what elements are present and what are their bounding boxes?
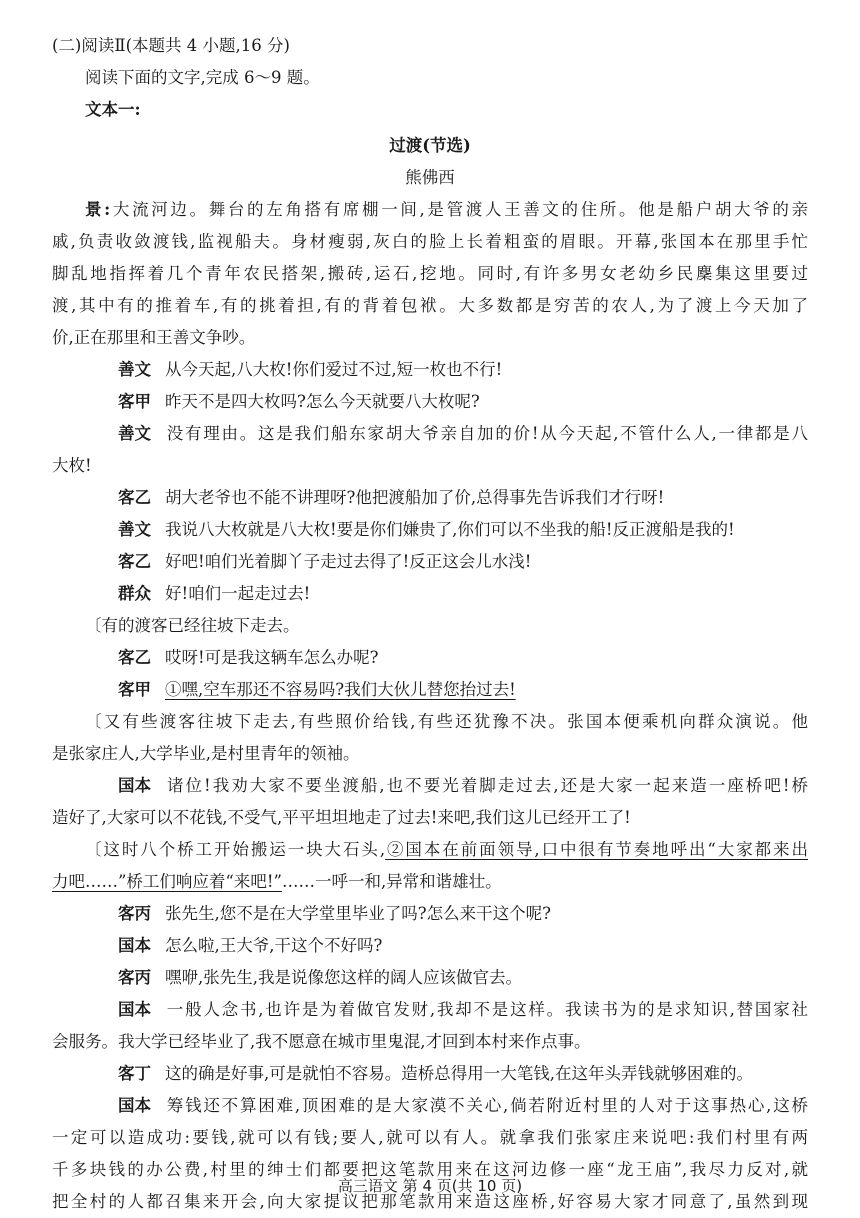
dialogue-line [52, 546, 808, 578]
dialogue-continuation: 造好了,大家可以不花钱,不受气,平平坦坦地走了过去!来吧,我们这儿已经开工了! [52, 808, 631, 827]
dialogue-text: 嘿咿,张先生,我是说像您这样的阔人应该做官去。 [165, 968, 522, 987]
dialogue-text: 昨天不是四大枚吗?怎么今天就要八大枚呢? [165, 392, 480, 411]
scene-line: 脚乱地指挥着几个青年农民搭架,搬砖,运石,挖地。同时,有许多男女老幼乡民麇集这里要过 [52, 264, 808, 283]
section-heading: (二)阅读Ⅱ(本题共 4 小题,16 分) [52, 36, 290, 55]
speaker-name: 善文 [118, 424, 151, 443]
reading-instruction: 阅读下面的文字,完成 6～9 题。 [85, 68, 320, 87]
dialogue-line [52, 578, 808, 610]
speaker-name: 国本 [118, 1096, 151, 1115]
speaker-name: 善文 [118, 520, 151, 539]
dialogue-line [52, 898, 808, 930]
dialogue-line [52, 418, 808, 450]
speaker-name: 客甲 [118, 680, 151, 699]
dialogue-text: 从今天起,八大枚!你们爱过不过,短一枚也不行! [165, 360, 503, 379]
dialogue-line [52, 930, 808, 962]
dialogue-line [52, 770, 808, 802]
dialogue-text: 我说八大枚就是八大枚!要是你们嫌贵了,你们可以不坐我的船!反正渡船是我的! [165, 520, 735, 539]
speaker-name: 客乙 [118, 552, 151, 571]
dialogue-line [52, 1058, 808, 1090]
speaker-name: 客乙 [118, 648, 151, 667]
stage-direction: 是张家庄人,大学毕业,是村里青年的领袖。 [52, 744, 360, 763]
dialogue-text: 好吧!咱们光着脚丫子走过去得了!反正这会儿水浅! [165, 552, 532, 571]
dialogue-text: 一般人念书,也许是为着做官发财,我却不是这样。我读书为的是求知识,替国家社 [165, 1000, 808, 1019]
dialogue-text: 诸位!我劝大家不要坐渡船,也不要光着脚走过去,还是大家一起来造一座桥吧!桥 [165, 776, 808, 795]
exam-page [52, 30, 808, 1218]
stage-direction: 力吧……”桥工们响应着“来吧!”……一呼一和,异常和谐雄壮。 [52, 872, 502, 891]
article-author: 熊佛西 [405, 168, 455, 187]
speaker-name: 国本 [118, 1000, 151, 1019]
dialogue-text: 筹钱还不算困难,顶困难的是大家漠不关心,倘若附近村里的人对于这事热心,这桥 [165, 1096, 808, 1115]
dialogue-text: 怎么啦,王大爷,干这个不好吗? [165, 936, 383, 955]
speaker-name: 客丙 [118, 904, 151, 923]
scene-label: 景: [85, 200, 111, 219]
scene-line: 戚,负责收敛渡钱,监视船夫。身材瘦弱,灰白的脸上长着粗蛮的眉眼。开幕,张国本在那里手忙 [52, 232, 808, 251]
speaker-name: 客丙 [118, 968, 151, 987]
dialogue-line [52, 674, 808, 706]
underlined-sentence-1: ①嘿,空车那还不容易吗?我们大伙儿替您抬过去! [165, 680, 516, 699]
page-footer: 高三语文 第 4 页(共 10 页) [337, 1177, 523, 1195]
dialogue-text: 好!咱们一起走过去! [165, 584, 311, 603]
dialogue-continuation: 千多块钱的办公费,村里的绅士们都要把这笔款用来在这河边修一座“龙王庙”,我尽力反对,就 [52, 1160, 808, 1179]
dialogue-continuation: 会服务。我大学已经毕业了,我不愿意在城市里鬼混,才回到本村来作点事。 [52, 1032, 591, 1051]
dialogue-continuation: 大枚! [52, 456, 92, 475]
stage-direction: 〔这时八个桥工开始搬运一块大石头,②国本在前面领导,口中很有节奏地呼出“大家都来出 [85, 840, 808, 859]
scene-line: 景:大流河边。舞台的左角搭有席棚一间,是管渡人王善文的住所。他是船户胡大爷的亲 [85, 200, 809, 219]
speaker-name: 国本 [118, 776, 151, 795]
dialogue-text: 胡大老爷也不能不讲理呀?他把渡船加了价,总得事先告诉我们才行呀! [165, 488, 665, 507]
article-title: 过渡(节选) [389, 136, 471, 155]
dialogue-continuation: 一定可以造成功:要钱,就可以有钱;要人,就可以有人。就拿我们张家庄来说吧:我们村里有两 [52, 1128, 808, 1147]
dialogue-block [52, 354, 808, 610]
scene-description [52, 194, 808, 354]
dialogue-line [52, 994, 808, 1026]
dialogue-line [52, 1090, 808, 1122]
stage-direction: 〔有的渡客已经往坡下走去。 [85, 616, 300, 635]
scene-line: 渡,其中有的推着车,有的挑着担,有的背着包袱。大多数都是穷苦的农人,为了渡上今天加了 [52, 296, 808, 315]
speaker-name: 客甲 [118, 392, 151, 411]
dialogue-block [52, 898, 808, 1090]
final-speech [52, 1090, 808, 1218]
underlined-sentence-2: ②国本在前面领导,口中很有节奏地呼出“大家都来出 [385, 840, 808, 859]
speaker-name: 国本 [118, 936, 151, 955]
dialogue-line [52, 386, 808, 418]
speaker-name: 善文 [118, 360, 151, 379]
dialogue-line [52, 354, 808, 386]
dialogue-line [52, 482, 808, 514]
stage-direction: 〔又有些渡客往坡下走去,有些照价给钱,有些还犹豫不决。张国本便乘机向群众演说。他 [85, 712, 808, 731]
dialogue-text: 没有理由。这是我们船东家胡大爷亲自加的价!从今天起,不管什么人,一律都是八 [165, 424, 808, 443]
dialogue-line [52, 642, 808, 674]
dialogue-line [52, 962, 808, 994]
text-label: 文本一: [85, 100, 141, 119]
dialogue-text: 这的确是好事,可是就怕不容易。造桥总得用一大笔钱,在这年头弄钱就够困难的。 [165, 1064, 753, 1083]
dialogue-line [52, 514, 808, 546]
speaker-name: 客丁 [118, 1064, 151, 1083]
speaker-name: 客乙 [118, 488, 151, 507]
dialogue-text: 哎呀!可是我这辆车怎么办呢? [165, 648, 379, 667]
scene-line: 价,正在那里和王善文争吵。 [52, 328, 256, 347]
dialogue-text: 张先生,您不是在大学堂里毕业了吗?怎么来干这个呢? [165, 904, 551, 923]
dialogue-continuation: 把全村的人都召集来开会,向大家提议把那笔款用来造这座桥,好容易大家才同意了,虽然到现 [52, 1192, 808, 1211]
speaker-name: 群众 [118, 584, 151, 603]
underlined-sentence-2-cont: 力吧……”桥工们响应着“来吧!” [52, 872, 282, 891]
